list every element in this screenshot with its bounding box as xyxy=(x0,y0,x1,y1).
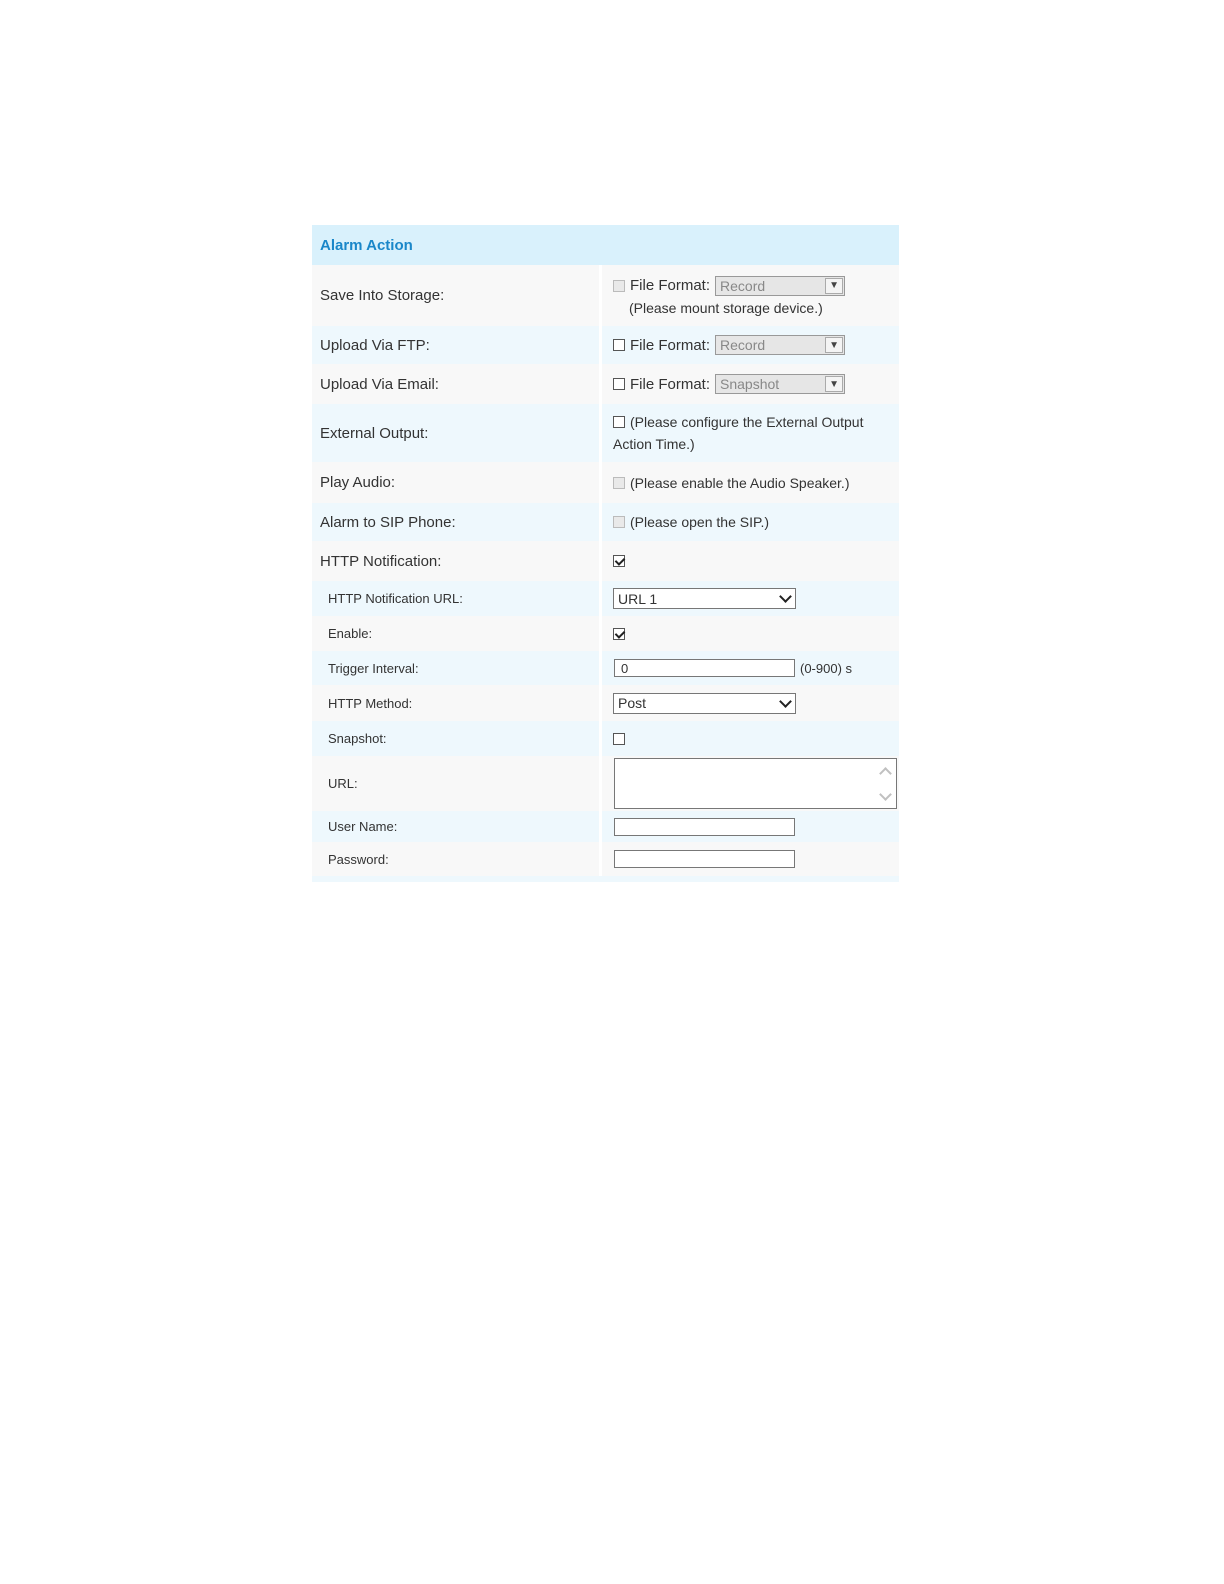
file-format-label: File Format: xyxy=(630,336,711,354)
url-textarea[interactable] xyxy=(614,758,897,809)
row-alarm-to-sip-phone xyxy=(312,503,899,541)
chevron-down-icon: ▼ xyxy=(825,278,843,294)
external-output-note-line2: Action Time.) xyxy=(613,436,695,452)
row-upload-via-ftp xyxy=(312,326,899,364)
upload-via-email-label: Upload Via Email: xyxy=(312,364,602,404)
select-value: URL 1 xyxy=(618,590,658,607)
play-audio-controls xyxy=(602,462,899,503)
file-format-label: File Format: xyxy=(630,375,711,393)
http-method-select[interactable] xyxy=(613,693,796,714)
row-snapshot xyxy=(312,721,899,756)
snapshot-label: Snapshot: xyxy=(312,721,602,756)
http-method-controls xyxy=(602,685,899,721)
trigger-interval-input[interactable]: 0 xyxy=(614,659,795,677)
alarm-to-sip-phone-controls xyxy=(602,503,899,541)
save-into-storage-label: Save Into Storage: xyxy=(312,265,602,326)
upload-via-email-controls xyxy=(602,364,899,404)
http-notification-label: HTTP Notification: xyxy=(312,541,602,581)
user-name-input[interactable] xyxy=(614,818,795,836)
external-output-checkbox[interactable] xyxy=(613,416,625,428)
upload-via-email-checkbox[interactable] xyxy=(613,378,625,390)
play-audio-checkbox[interactable] xyxy=(613,477,625,489)
play-audio-label: Play Audio: xyxy=(312,462,602,503)
row-play-audio xyxy=(312,462,899,503)
external-output-note-line1: (Please configure the External Output xyxy=(630,414,864,430)
row-http-notification xyxy=(312,541,899,581)
row-http-method xyxy=(312,685,899,721)
row-external-output xyxy=(312,404,899,462)
email-file-format-select[interactable] xyxy=(715,374,845,394)
trigger-interval-range: (0-900) s xyxy=(800,660,853,676)
alarm-to-sip-phone-label: Alarm to SIP Phone: xyxy=(312,503,602,541)
row-http-notification-url xyxy=(312,581,899,616)
row-trigger-interval xyxy=(312,651,899,685)
row-save-into-storage xyxy=(312,265,899,326)
password-input[interactable] xyxy=(614,850,795,868)
http-notification-url-controls xyxy=(602,581,899,616)
trigger-interval-controls xyxy=(602,651,899,685)
save-into-storage-checkbox[interactable] xyxy=(613,280,625,292)
upload-via-ftp-checkbox[interactable] xyxy=(613,339,625,351)
storage-note: (Please mount storage device.) xyxy=(629,299,823,316)
panel-title: Alarm Action xyxy=(312,225,899,265)
row-enable xyxy=(312,616,899,651)
file-format-label: File Format: xyxy=(630,277,711,294)
select-value: Post xyxy=(618,695,647,711)
alarm-to-sip-note: (Please open the SIP.) xyxy=(630,514,770,530)
play-audio-note: (Please enable the Audio Speaker.) xyxy=(630,474,850,491)
save-into-storage-controls xyxy=(602,265,899,326)
user-name-controls xyxy=(602,811,899,842)
scroll-up-icon[interactable] xyxy=(879,767,892,780)
alarm-action-panel xyxy=(312,225,899,882)
http-notification-url-select[interactable] xyxy=(613,588,796,609)
chevron-down-icon xyxy=(779,590,792,603)
password-label: Password: xyxy=(312,842,602,876)
chevron-down-icon xyxy=(779,695,792,708)
ftp-file-format-select[interactable] xyxy=(715,335,845,355)
enable-controls xyxy=(602,616,899,651)
chevron-down-icon: ▼ xyxy=(825,376,843,392)
chevron-down-icon: ▼ xyxy=(825,337,843,353)
enable-label: Enable: xyxy=(312,616,602,651)
external-output-label: External Output: xyxy=(312,404,602,462)
upload-via-ftp-label: Upload Via FTP: xyxy=(312,326,602,364)
panel-bottom-strip xyxy=(312,876,899,882)
upload-via-ftp-controls xyxy=(602,326,899,364)
url-label: URL: xyxy=(312,756,602,811)
row-url xyxy=(312,756,899,811)
http-notification-checkbox[interactable] xyxy=(613,555,625,567)
alarm-to-sip-phone-checkbox[interactable] xyxy=(613,516,625,528)
row-password xyxy=(312,842,899,876)
user-name-label: User Name: xyxy=(312,811,602,842)
select-value: Snapshot xyxy=(720,376,780,392)
enable-checkbox[interactable] xyxy=(613,628,625,640)
select-value: Record xyxy=(720,337,766,353)
row-upload-via-email xyxy=(312,364,899,404)
select-value: Record xyxy=(720,277,766,294)
row-user-name xyxy=(312,811,899,842)
save-storage-file-format-select[interactable] xyxy=(715,276,845,296)
http-notification-url-label: HTTP Notification URL: xyxy=(312,581,602,616)
password-controls xyxy=(602,842,899,876)
snapshot-controls xyxy=(602,721,899,756)
http-notification-controls xyxy=(602,541,899,581)
trigger-interval-label: Trigger Interval: xyxy=(312,651,602,685)
snapshot-checkbox[interactable] xyxy=(613,733,625,745)
external-output-controls xyxy=(602,404,899,462)
url-controls xyxy=(602,756,899,811)
http-method-label: HTTP Method: xyxy=(312,685,602,721)
scroll-down-icon[interactable] xyxy=(879,788,892,801)
